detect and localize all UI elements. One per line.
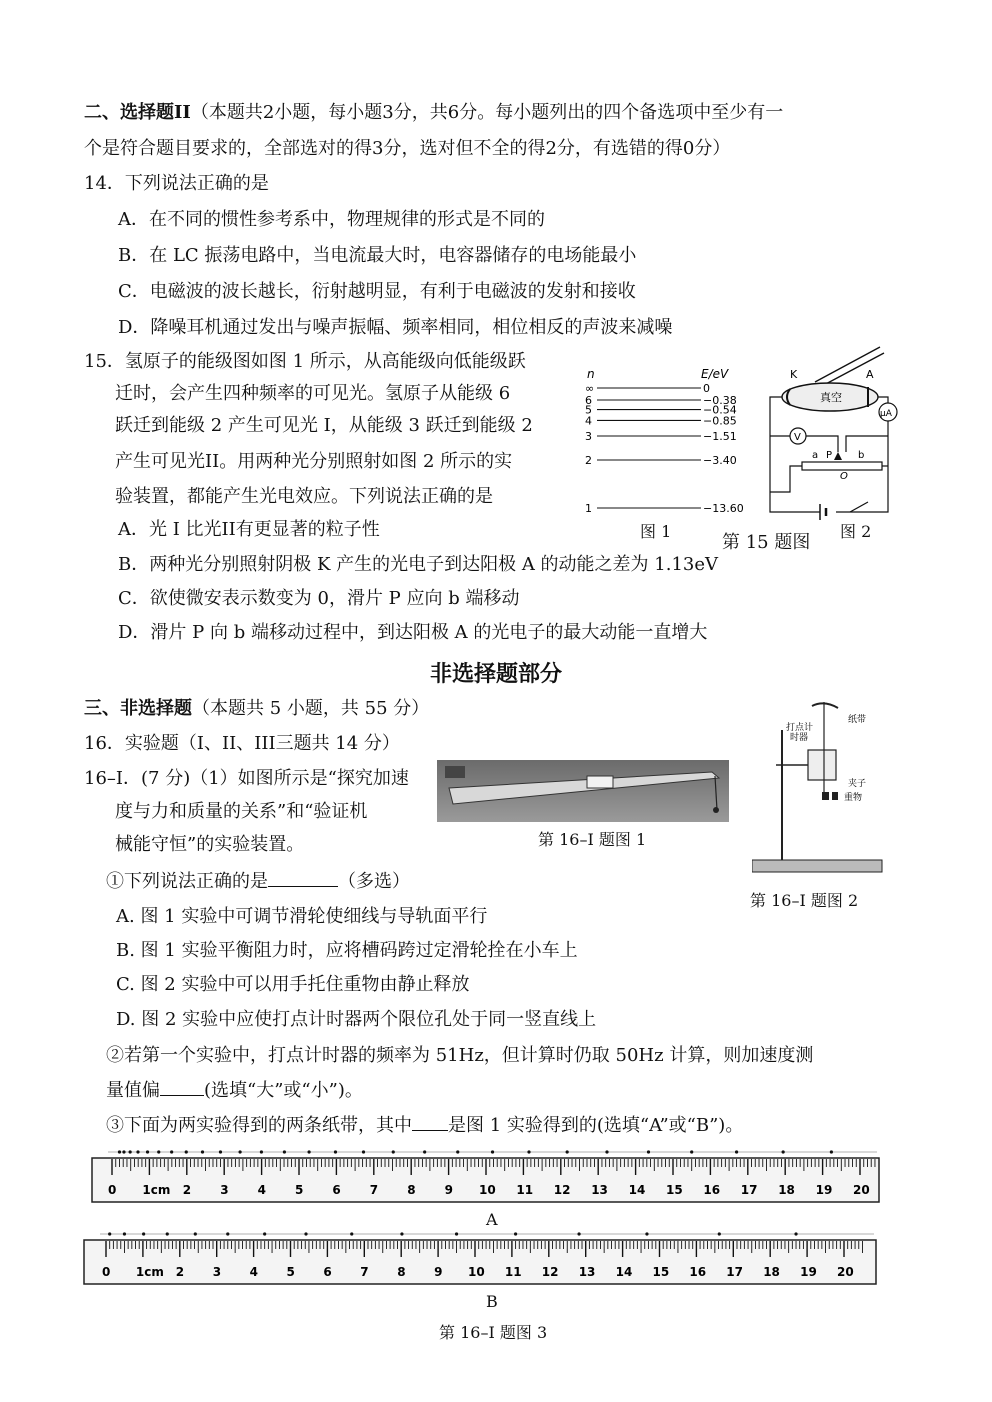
tape-dot	[423, 1150, 426, 1153]
ruler-number: 6	[323, 1265, 332, 1279]
ruler-number: 15	[652, 1265, 670, 1279]
energy-level-n: 4	[585, 414, 592, 428]
ruler-number: 10	[468, 1265, 485, 1279]
ruler-number: 16	[703, 1183, 721, 1197]
fig16-2-caption: 第 16–I 题图 2	[750, 891, 859, 910]
section2-header	[84, 98, 783, 124]
tape-dot	[782, 1150, 785, 1153]
tape-dot	[647, 1150, 650, 1153]
slider-o-label: O	[840, 471, 848, 482]
ruler-number: 11	[516, 1183, 534, 1197]
ruler-number: 12	[553, 1183, 571, 1197]
cathode-label: K	[790, 368, 798, 381]
q16-sub3-blank[interactable]	[412, 1114, 448, 1131]
fig16-1-track-photo	[437, 760, 729, 822]
slider-a-label: a	[812, 450, 819, 461]
ruler-number: 0	[108, 1183, 117, 1197]
q16-option-c: C. 图 2 实验中可以用手托住重物由静止释放	[116, 974, 470, 995]
ruler-number: 7	[360, 1265, 369, 1279]
ruler-number: 3	[212, 1265, 222, 1279]
energy-level-n: 2	[585, 454, 592, 467]
tape-dot	[238, 1150, 241, 1153]
q15-stem-line3: 跃迁到能级 2 产生可见光 I，从能级 3 跃迁到能级 2	[115, 415, 533, 436]
energy-level-diagram	[575, 362, 745, 522]
energy-level-value: −3.40	[703, 454, 737, 467]
energy-axis-label: E/eV	[701, 367, 729, 381]
q16-option-a: A. 图 1 实验中可调节滑轮使细线与导轨面平行	[116, 906, 488, 927]
tape-dot	[108, 1232, 111, 1235]
q15-stem-line5: 验装置，都能产生光电效应。下列说法正确的是	[115, 486, 493, 507]
q16-option-b: B. 图 1 实验平衡阻力时，应将槽码跨过定滑轮拴在小车上	[116, 940, 578, 961]
tape-dot	[185, 1150, 188, 1153]
tape-dot	[304, 1232, 307, 1235]
ruler-number: 4	[249, 1265, 258, 1279]
tape-dot	[400, 1232, 403, 1235]
q16-sub2-note: (选填“大”或“小”)。	[204, 1080, 363, 1101]
q16-sub2-line2	[106, 1076, 363, 1102]
tape-dot	[283, 1150, 286, 1153]
tape-dot	[157, 1150, 160, 1153]
clip-label: 夹子	[848, 779, 867, 789]
ruler-number: 1cm	[142, 1183, 171, 1197]
photoelectric-circuit	[760, 342, 900, 522]
tape-b-label: B	[486, 1292, 498, 1311]
ruler-number: 9	[444, 1183, 453, 1197]
tape-dot	[362, 1150, 365, 1153]
tape-dot	[201, 1150, 204, 1153]
q16-sub1-note: （多选）	[338, 871, 410, 892]
tape-label: 纸带	[848, 715, 867, 725]
tape-dot	[118, 1150, 121, 1153]
ruler-number: 2	[175, 1265, 185, 1279]
energy-level-n: 3	[585, 430, 592, 443]
ruler-number: 8	[407, 1183, 416, 1197]
q15-stem-line1: 15．氢原子的能级图如图 1 所示，从高能级向低能级跃	[84, 351, 526, 372]
fig15-title: 第 15 题图	[722, 532, 811, 553]
q15-option-b: B．两种光分别照射阴极 K 产生的光电子到达阳极 A 的动能之差为 1.13eV	[118, 554, 719, 575]
section3-title: 三、非选择题	[84, 698, 192, 719]
ruler-number: 18	[763, 1265, 780, 1279]
tape-dot	[735, 1150, 738, 1153]
ruler-number: 8	[397, 1265, 406, 1279]
ruler-number: 17	[726, 1265, 744, 1279]
q14-option-b: B．在 LC 振荡电路中，当电流最大时，电容器储存的电场能最小	[118, 245, 637, 266]
q14-option-d: D．降噪耳机通过发出与噪声振幅、频率相同，相位相反的声波来减噪	[118, 317, 673, 338]
slider-p-label: P	[826, 450, 833, 461]
tape-ruler-a	[88, 1142, 883, 1210]
tape-dot	[392, 1150, 395, 1153]
tape-dot	[690, 1150, 693, 1153]
voltmeter-label: V	[794, 432, 801, 443]
tape-dot	[718, 1232, 721, 1235]
energy-level-value: 0	[703, 382, 710, 395]
tape-dot	[514, 1232, 517, 1235]
fig1-caption: 图 1	[640, 522, 672, 541]
tape-a-label: A	[486, 1210, 498, 1229]
ruler-number: 19	[800, 1265, 817, 1279]
tape-dot	[260, 1150, 263, 1153]
tape-dot	[219, 1150, 222, 1153]
ruler-number: 17	[740, 1183, 758, 1197]
q16-stem: 16．实验题（I、II、III三题共 14 分）	[84, 733, 400, 754]
tape-dot	[142, 1232, 145, 1235]
tape-dot	[170, 1150, 173, 1153]
q16-sub1-text: ①下列说法正确的是	[106, 871, 268, 892]
tape-dot	[605, 1150, 608, 1153]
ruler-number: 16	[689, 1265, 707, 1279]
q16-sub3-text: ③下面为两实验得到的两条纸带，其中	[106, 1115, 412, 1136]
section2-instructions: （本题共2小题，每小题3分，共6分。每小题列出的四个备选项中至少有一	[190, 102, 784, 123]
ruler-number: 19	[815, 1183, 833, 1197]
q14-stem: 14．下列说法正确的是	[84, 173, 269, 194]
slider-b-label: b	[858, 450, 865, 461]
q16-sub2-line1: ②若第一个实验中，打点计时器的频率为 51Hz，但计算时仍取 50Hz 计算，则加速度测	[106, 1045, 814, 1066]
ruler-number: 3	[220, 1183, 229, 1197]
ruler-number: 18	[778, 1183, 795, 1197]
q16-sub2-text: 量值偏	[106, 1080, 160, 1101]
ruler-number: 9	[434, 1265, 443, 1279]
q16i-line1: 16–I．(7 分)（1）如图所示是“探究加速	[84, 768, 409, 789]
ruler-number: 20	[853, 1183, 870, 1197]
q15-option-c: C．欲使微安表示数变为 0，滑片 P 应向 b 端移动	[118, 588, 520, 609]
energy-level-value: −13.60	[703, 502, 744, 515]
nonchoice-title: 非选择题部分	[430, 662, 563, 687]
tape-dot	[527, 1150, 530, 1153]
tape-dot	[136, 1150, 139, 1153]
ruler-number: 20	[837, 1265, 854, 1279]
tape-dot	[455, 1232, 458, 1235]
energy-level-value: −0.85	[703, 414, 737, 428]
energy-level-value: −0.38	[703, 394, 737, 407]
section2-instructions-line2: 个是符合题目要求的，全部选对的得3分，选对但不全的得2分，有选错的得0分）	[84, 138, 731, 159]
tape-dot	[491, 1150, 494, 1153]
ruler-number: 13	[578, 1265, 596, 1279]
ruler-number: 10	[479, 1183, 496, 1197]
ruler-number: 5	[295, 1183, 304, 1197]
tape-dot	[566, 1150, 569, 1153]
tape-dot	[350, 1232, 353, 1235]
energy-level-n: 6	[585, 394, 592, 407]
energy-level-value: −1.51	[703, 430, 737, 443]
q15-stem-line2: 迁时，会产生四种频率的可见光。氢原子从能级 6	[115, 383, 511, 404]
q16-sub2-blank[interactable]	[160, 1079, 204, 1096]
ruler-number: 14	[615, 1265, 633, 1279]
q14-option-a: A．在不同的惯性参考系中，物理规律的形式是不同的	[118, 209, 545, 230]
q16-sub3	[106, 1111, 743, 1137]
tape-dot	[123, 1232, 126, 1235]
q16-sub1-blank[interactable]	[268, 870, 338, 887]
ruler-number: 13	[591, 1183, 608, 1197]
energy-level-n: 5	[585, 403, 592, 417]
energy-levels	[585, 382, 744, 515]
ruler-number: 2	[182, 1183, 192, 1197]
fig16-2-stand	[752, 700, 887, 880]
ruler-number: 15	[666, 1183, 683, 1197]
q16i-line2: 度与力和质量的关系”和“验证机	[115, 801, 368, 822]
q16-sub1	[106, 867, 410, 893]
fig2-caption: 图 2	[840, 522, 872, 541]
ruler-number: 7	[369, 1183, 379, 1197]
timer-label-1: 打点计	[786, 723, 814, 733]
tape-dot	[794, 1232, 797, 1235]
ruler-number: 1cm	[135, 1265, 164, 1279]
q15-stem-line4: 产生可见光II。用两种光分别照射如图 2 所示的实	[115, 451, 513, 472]
energy-level-value: −0.54	[703, 403, 737, 417]
section2-title: 二、选择题II	[84, 102, 191, 123]
section3-instructions: （本题共 5 小题，共 55 分）	[192, 698, 430, 719]
n-axis-label: n	[587, 367, 595, 381]
tape-dot	[194, 1232, 197, 1235]
ruler-number: 14	[628, 1183, 646, 1197]
ruler-number: 5	[286, 1265, 295, 1279]
anode-label: A	[866, 368, 874, 381]
ruler-number: 4	[257, 1183, 266, 1197]
tape-dot	[307, 1150, 310, 1153]
q15-option-a: A．光 I 比光II有更显著的粒子性	[118, 519, 380, 540]
q16i-line3: 械能守恒”的实验装置。	[115, 834, 305, 855]
tape-dot	[146, 1150, 149, 1153]
tape-dot	[263, 1232, 266, 1235]
energy-level-n: ∞	[585, 382, 595, 395]
tape-dot	[830, 1150, 833, 1153]
vacuum-label: 真空	[820, 391, 842, 404]
q15-option-d: D．滑片 P 向 b 端移动过程中，到达阳极 A 的光电子的最大动能一直增大	[118, 622, 708, 643]
timer-label-2: 时器	[790, 733, 809, 743]
tape-dot	[129, 1150, 132, 1153]
ruler-number: 0	[102, 1265, 111, 1279]
tape-dot	[166, 1232, 169, 1235]
fig16-3-caption: 第 16–I 题图 3	[439, 1323, 548, 1342]
ruler-number: 6	[332, 1183, 341, 1197]
q16-option-d: D. 图 2 实验中应使打点计时器两个限位孔处于同一竖直线上	[116, 1009, 597, 1030]
tape-dot	[456, 1150, 459, 1153]
q16-sub3-note: 是图 1 实验得到的(选填“A”或“B”)。	[448, 1115, 744, 1136]
tape-dot	[334, 1150, 337, 1153]
fig16-1-caption: 第 16–I 题图 1	[538, 830, 647, 849]
ruler-number: 11	[504, 1265, 522, 1279]
tape-dot	[122, 1150, 125, 1153]
tape-dot	[577, 1232, 580, 1235]
tape-ruler-b	[80, 1224, 880, 1294]
microammeter-label: μA	[880, 409, 892, 419]
energy-level-n: 1	[585, 502, 592, 515]
weight-label: 重物	[844, 793, 863, 803]
ruler-number: 12	[541, 1265, 559, 1279]
tape-dot	[226, 1232, 229, 1235]
section3-header	[84, 694, 429, 720]
q14-option-c: C．电磁波的波长越长，衍射越明显，有利于电磁波的发射和接收	[118, 281, 636, 302]
tape-dot	[645, 1232, 648, 1235]
